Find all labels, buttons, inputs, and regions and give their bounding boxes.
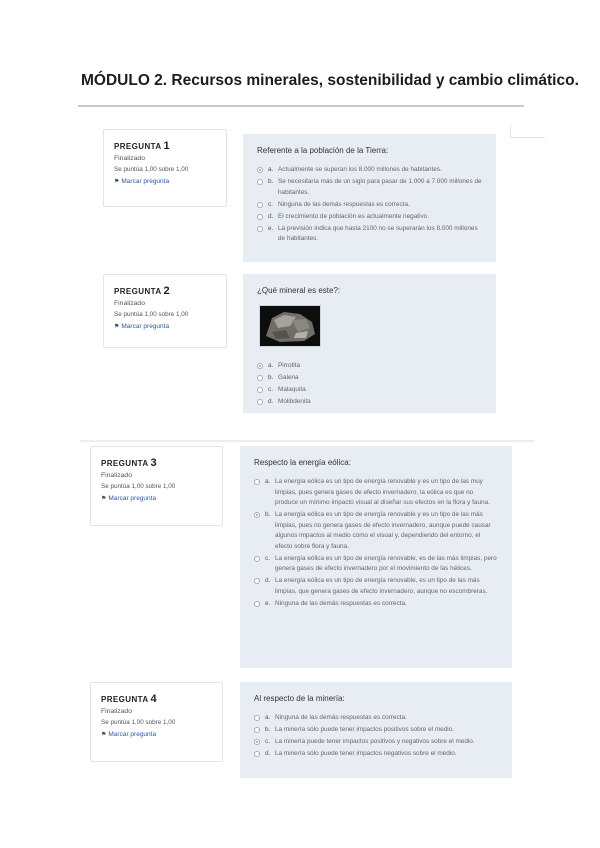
answer-letter: b. xyxy=(265,726,271,733)
answer-text: Pirrotita xyxy=(278,362,301,369)
question-prompt: Referente a la población de la Tierra: xyxy=(257,146,389,155)
answer-radio[interactable] xyxy=(254,556,260,562)
answer-list xyxy=(257,165,482,245)
answer-list xyxy=(254,477,498,609)
answer-text: La minería sólo puede tener impactos positivos sobre el medio. xyxy=(275,726,455,733)
answer-option[interactable] xyxy=(254,713,498,724)
answer-text: Galena xyxy=(278,374,299,381)
question-info-2 xyxy=(103,274,227,348)
answer-option[interactable] xyxy=(254,737,498,748)
answer-text: El crecimiento de población es actualmente negativo. xyxy=(278,212,429,220)
answer-radio[interactable] xyxy=(254,751,260,757)
question-content-4 xyxy=(240,682,512,778)
answer-radio[interactable] xyxy=(257,399,263,405)
answer-letter: b. xyxy=(268,374,274,381)
question-grade: Se puntúa 1,00 sobre 1,00 xyxy=(101,719,176,726)
answer-option[interactable] xyxy=(254,749,498,760)
question-grade: Se puntúa 1,00 sobre 1,00 xyxy=(114,311,189,318)
question-state: Finalizado xyxy=(114,300,145,307)
answer-text: Ninguna de las demás respuestas es correcta. xyxy=(278,200,410,208)
answer-option[interactable] xyxy=(257,177,482,198)
question-content-3 xyxy=(240,446,512,668)
answer-option[interactable] xyxy=(257,212,482,223)
flag-icon: ⚑ xyxy=(114,179,120,185)
answer-letter: b. xyxy=(268,178,274,185)
corner-tab xyxy=(510,125,545,138)
answer-option[interactable] xyxy=(254,599,498,610)
question-state: Finalizado xyxy=(101,472,132,479)
answer-radio[interactable] xyxy=(257,202,263,208)
question-prompt: Respecto la energía eólica: xyxy=(254,458,351,467)
answer-text: La energía eólica es un tipo de energía renovable, es un tipo de las más limpias, que genera gases de efecto invernadero, aunque no escombreras. xyxy=(275,577,488,595)
answer-radio[interactable] xyxy=(257,167,263,173)
question-state: Finalizado xyxy=(114,155,145,162)
answer-radio[interactable] xyxy=(257,214,263,220)
answer-radio[interactable] xyxy=(257,226,263,232)
answer-option[interactable] xyxy=(254,510,498,552)
answer-text: Ninguna de las demás respuestas es correcta. xyxy=(275,714,407,721)
question-info-4 xyxy=(90,682,223,762)
answer-option[interactable] xyxy=(254,554,498,575)
answer-option[interactable] xyxy=(257,165,482,176)
answer-list xyxy=(254,713,498,760)
mineral-photo xyxy=(259,305,321,347)
answer-radio[interactable] xyxy=(257,363,263,369)
answer-text: La minería puede tener impactos positivos y negativos sobre el medio. xyxy=(275,738,475,745)
answer-option[interactable] xyxy=(257,361,482,372)
answer-radio[interactable] xyxy=(254,727,260,733)
answer-option[interactable] xyxy=(257,397,482,408)
answer-letter: b. xyxy=(265,511,271,518)
answer-text: Malaquita xyxy=(278,386,306,393)
flag-question-link[interactable]: ⚑ Marcar pregunta xyxy=(114,323,170,330)
question-content-1 xyxy=(243,134,496,262)
answer-option[interactable] xyxy=(254,576,498,597)
answer-radio[interactable] xyxy=(254,578,260,584)
answer-letter: c. xyxy=(265,738,270,745)
answer-letter: a. xyxy=(268,362,274,369)
question-info-3 xyxy=(90,446,223,526)
answer-radio[interactable] xyxy=(254,512,260,518)
question-info-1 xyxy=(103,129,227,207)
question-number: PREGUNTA 2 xyxy=(114,285,171,297)
question-number: PREGUNTA 4 xyxy=(101,693,158,705)
answer-radio[interactable] xyxy=(257,179,263,185)
question-prompt: ¿Qué mineral es este?: xyxy=(257,286,341,295)
answer-letter: c. xyxy=(268,200,273,208)
answer-text: Ninguna de las demás respuestas es correcta. xyxy=(275,599,407,607)
flag-icon: ⚑ xyxy=(101,496,107,502)
answer-text: La previsión indica que hasta 2100 no se superarán los 8.000 millones de habitantes. xyxy=(278,224,478,242)
question-grade: Se puntúa 1,00 sobre 1,00 xyxy=(114,166,189,173)
page-title: MÓDULO 2. Recursos minerales, sostenibilidad y cambio climático. xyxy=(81,72,579,89)
page-break-divider xyxy=(80,440,535,442)
answer-radio[interactable] xyxy=(257,387,263,393)
answer-text: Actualmente se superan los 8.000 millones de habitantes. xyxy=(278,166,442,173)
question-number: PREGUNTA 3 xyxy=(101,457,158,469)
answer-letter: c. xyxy=(268,386,273,393)
answer-option[interactable] xyxy=(257,200,482,211)
answer-letter: e. xyxy=(265,599,271,607)
question-prompt: Al respecto de la minería: xyxy=(254,694,345,703)
question-number: PREGUNTA 1 xyxy=(114,140,171,152)
answer-list xyxy=(257,361,482,408)
answer-option[interactable] xyxy=(257,385,482,396)
answer-text: La energía eólica es un tipo de energía renovable y es un tipo de las más limpias, pues no genera gases de efecto invernadero, aunque puede causar algunos impactos al medio como el visual y, dependiendo del entorno, el efecto sobre flora y fauna. xyxy=(275,511,491,550)
answer-letter: c. xyxy=(265,554,270,562)
answer-letter: d. xyxy=(265,750,271,757)
answer-option[interactable] xyxy=(257,373,482,384)
answer-radio[interactable] xyxy=(254,739,260,745)
answer-letter: a. xyxy=(268,166,274,173)
answer-option[interactable] xyxy=(254,477,498,509)
answer-letter: d. xyxy=(265,577,271,584)
flag-icon: ⚑ xyxy=(114,324,120,330)
question-state: Finalizado xyxy=(101,708,132,715)
answer-letter: e. xyxy=(268,224,274,232)
answer-radio[interactable] xyxy=(254,601,260,607)
answer-text: La minería sólo puede tener impactos negativos sobre el medio. xyxy=(275,750,457,757)
answer-option[interactable] xyxy=(257,224,482,245)
answer-text: La energía eólica es un tipo de energía renovable y es un tipo de las muy limpias, pues genera gases de efecto invernadero, la eólica es que no produce un mínimo impacto visual al diseñar sus efectos en la flora y fauna. xyxy=(275,478,490,506)
answer-letter: a. xyxy=(265,478,271,485)
question-grade: Se puntúa 1,00 sobre 1,00 xyxy=(101,483,176,490)
answer-text: La energía eólica es un tipo de energía renovable, es de las más limpias, pero genera gases de efecto invernadero por el movimiento de las hélices. xyxy=(275,554,497,572)
flag-question-link[interactable]: ⚑ Marcar pregunta xyxy=(101,731,157,738)
flag-question-link[interactable]: ⚑ Marcar pregunta xyxy=(101,495,157,502)
answer-radio[interactable] xyxy=(254,715,260,721)
answer-text: Se necesitaría más de un siglo para pasar de 1.000 a 7.000 millones de habitantes. xyxy=(278,178,482,196)
flag-question-link[interactable]: ⚑ Marcar pregunta xyxy=(114,178,170,185)
answer-letter: d. xyxy=(268,398,274,405)
answer-text: Molibdenita xyxy=(278,398,311,405)
answer-letter: d. xyxy=(268,212,274,220)
flag-icon: ⚑ xyxy=(101,732,107,738)
title-divider xyxy=(78,105,524,107)
answer-letter: a. xyxy=(265,714,271,721)
answer-radio[interactable] xyxy=(254,479,260,485)
answer-radio[interactable] xyxy=(257,375,263,381)
answer-option[interactable] xyxy=(254,725,498,736)
question-content-2 xyxy=(243,274,496,413)
